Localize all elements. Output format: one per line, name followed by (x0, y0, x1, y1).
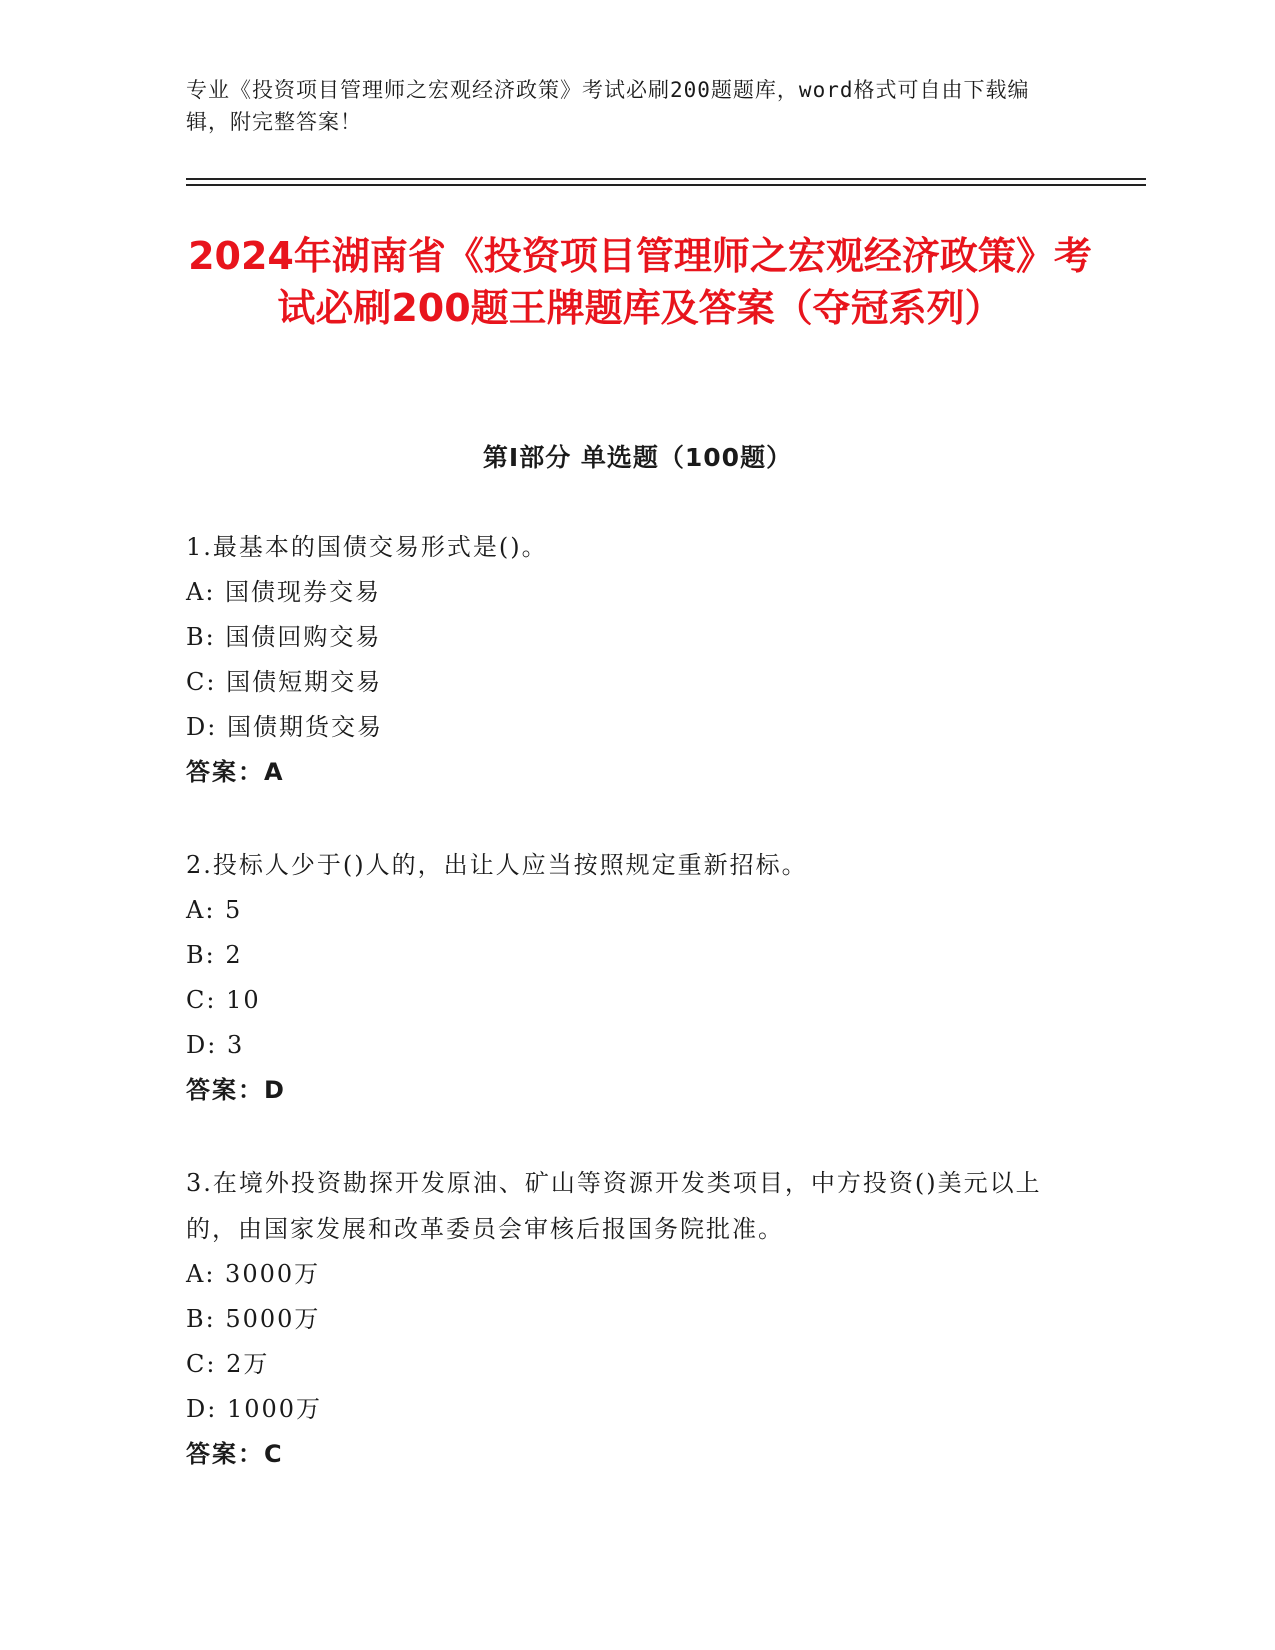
option-d: D: 3 (186, 1031, 245, 1059)
option-c: C: 国债短期交易 (186, 668, 383, 696)
section-title: 第I部分 单选题（100题） (482, 443, 793, 472)
question-stem: 2.投标人少于()人的，出让人应当按照规定重新招标。 (186, 851, 808, 879)
question-2 (186, 842, 1066, 1113)
question-1 (186, 524, 1066, 795)
header-divider-bottom (186, 184, 1146, 186)
option-c: C: 2万 (186, 1350, 270, 1378)
question-stem: 1.最基本的国债交易形式是()。 (186, 533, 548, 561)
answer: 答案：C (186, 1440, 284, 1468)
option-a: A: 3000万 (186, 1260, 321, 1288)
question-stem: 3.在境外投资勘探开发原油、矿山等资源开发类项目，中方投资()美元以上的，由国家发展和改革委员会审核后报国务院批准。 (186, 1169, 1042, 1243)
header-note: 专业《投资项目管理师之宏观经济政策》考试必刷200题题库，word格式可自由下载编辑，附完整答案！ (186, 78, 1030, 134)
option-b: B: 5000万 (186, 1305, 321, 1333)
option-c: C: 10 (186, 986, 261, 1014)
option-b: B: 2 (186, 941, 243, 969)
option-a: A: 国债现券交易 (186, 578, 382, 606)
question-3 (186, 1160, 1066, 1477)
option-d: D: 1000万 (186, 1395, 323, 1423)
answer: 答案：A (186, 758, 285, 786)
option-b: B: 国债回购交易 (186, 623, 382, 651)
option-d: D: 国债期货交易 (186, 713, 383, 741)
document-title: 2024年湖南省《投资项目管理师之宏观经济政策》考试必刷200题王牌题库及答案（夺冠系列） (188, 234, 1092, 330)
option-a: A: 5 (186, 896, 243, 924)
answer: 答案：D (186, 1076, 286, 1104)
header-divider-top (186, 178, 1146, 180)
